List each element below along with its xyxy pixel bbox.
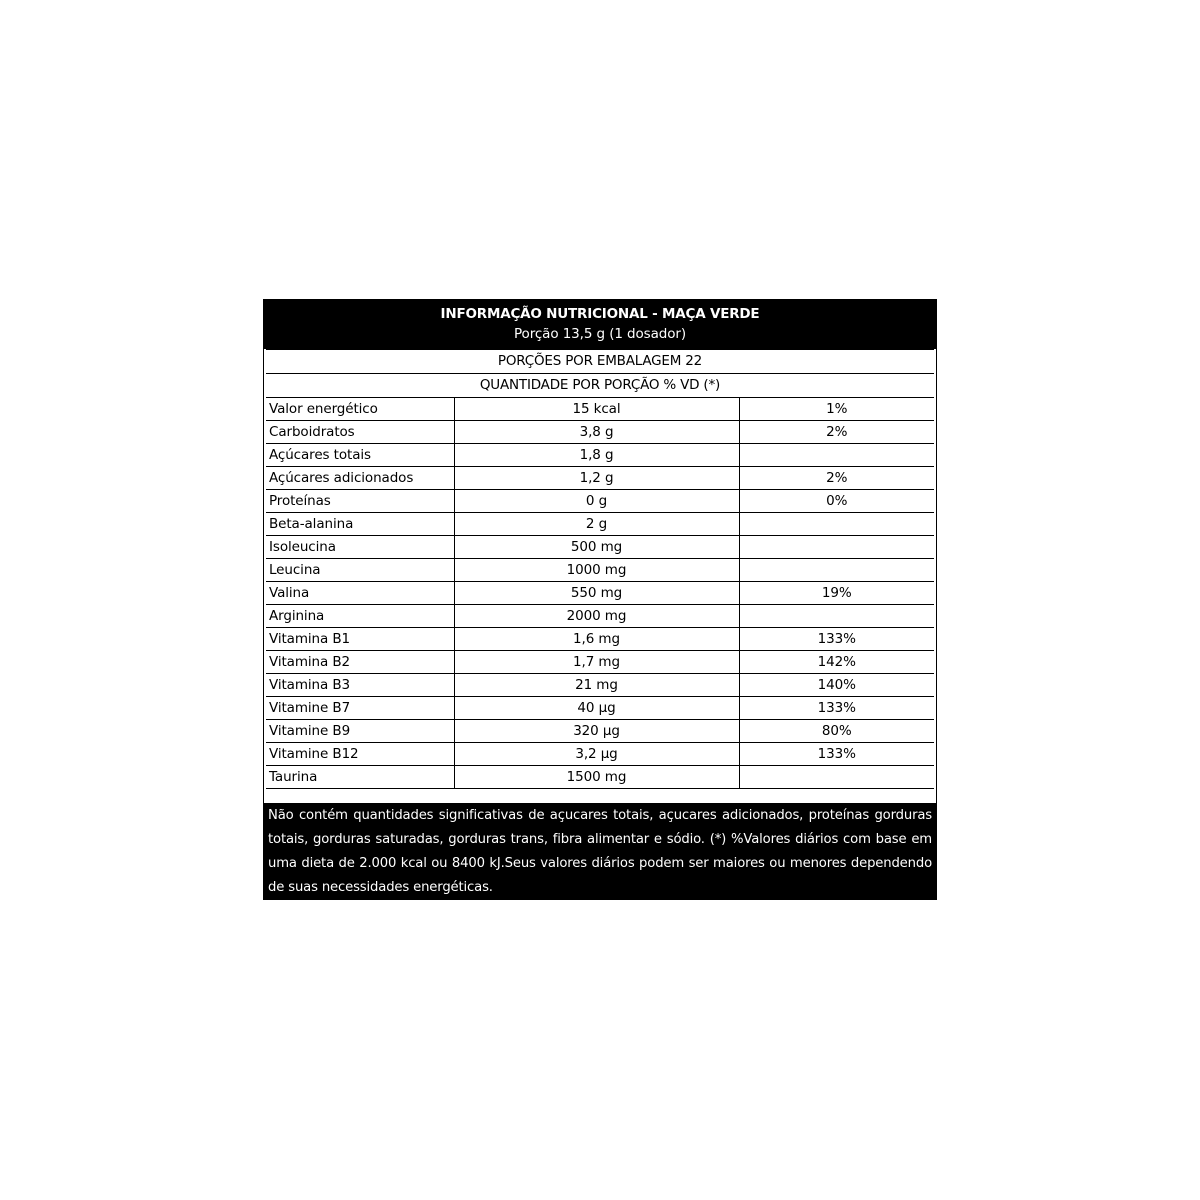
nutrient-daily-value: [739, 444, 934, 467]
nutrient-name: Açúcares adicionados: [266, 467, 454, 490]
nutrient-row: [266, 421, 934, 444]
nutrient-name: Arginina: [266, 605, 454, 628]
nutrient-name: Leucina: [266, 559, 454, 582]
footnote: Não contém quantidades significativas de açucares totais, açucares adicionados, proteínas gorduras totais, gorduras saturadas, gorduras trans, fibra alimentar e sódio. (*) %Valores diários com base em uma dieta de 2.000 kcal ou 8400 kJ.Seus valores diários podem ser maiores ou menores dependendo de suas necessidades energéticas.: [264, 803, 936, 899]
nutrient-daily-value: 140%: [739, 674, 934, 697]
nutrient-amount: 1,7 mg: [454, 651, 739, 674]
label-title: INFORMAÇÃO NUTRICIONAL - MAÇA VERDE: [440, 306, 760, 322]
nutrient-name: Taurina: [266, 766, 454, 789]
nutrient-daily-value: 19%: [739, 582, 934, 605]
nutrient-daily-value: [739, 559, 934, 582]
nutrient-name: Isoleucina: [266, 536, 454, 559]
nutrient-daily-value: 133%: [739, 743, 934, 766]
nutrient-daily-value: [739, 766, 934, 789]
nutrient-name: Vitamina B2: [266, 651, 454, 674]
nutrient-row: [266, 651, 934, 674]
nutrient-daily-value: 133%: [739, 697, 934, 720]
nutrient-amount: 320 µg: [454, 720, 739, 743]
nutrient-daily-value: 2%: [739, 421, 934, 444]
nutrient-amount: 3,2 µg: [454, 743, 739, 766]
nutrient-name: Beta-alanina: [266, 513, 454, 536]
nutrient-name: Vitamine B9: [266, 720, 454, 743]
nutrient-amount: 500 mg: [454, 536, 739, 559]
nutrient-name: Vitamina B3: [266, 674, 454, 697]
nutrient-row: [266, 743, 934, 766]
nutrient-amount: 1,8 g: [454, 444, 739, 467]
nutrient-amount: 1,2 g: [454, 467, 739, 490]
nutrient-name: Carboidratos: [266, 421, 454, 444]
nutrient-amount: 40 µg: [454, 697, 739, 720]
nutrient-amount: 2000 mg: [454, 605, 739, 628]
nutrient-row: [266, 582, 934, 605]
nutrient-amount: 21 mg: [454, 674, 739, 697]
nutrient-daily-value: 1%: [739, 398, 934, 421]
nutrition-facts-label: [263, 299, 937, 900]
nutrient-daily-value: 2%: [739, 467, 934, 490]
nutrient-daily-value: [739, 536, 934, 559]
nutrient-daily-value: 133%: [739, 628, 934, 651]
nutrient-daily-value: [739, 605, 934, 628]
servings-per-package: PORÇÕES POR EMBALAGEM 22: [266, 349, 934, 373]
nutrient-name: Açúcares totais: [266, 444, 454, 467]
nutrient-name: Vitamine B12: [266, 743, 454, 766]
nutrient-name: Valor energético: [266, 398, 454, 421]
nutrient-row: [266, 513, 934, 536]
nutrient-row: [266, 536, 934, 559]
nutrient-name: Vitamina B1: [266, 628, 454, 651]
nutrient-amount: 1,6 mg: [454, 628, 739, 651]
nutrient-daily-value: 142%: [739, 651, 934, 674]
nutrient-row: [266, 674, 934, 697]
nutrient-row: [266, 467, 934, 490]
nutrient-row: [266, 398, 934, 421]
nutrient-amount: 0 g: [454, 490, 739, 513]
nutrient-amount: 550 mg: [454, 582, 739, 605]
nutrient-name: Proteínas: [266, 490, 454, 513]
nutrient-row: [266, 628, 934, 651]
nutrient-amount: 3,8 g: [454, 421, 739, 444]
nutrient-row: [266, 444, 934, 467]
nutrient-daily-value: [739, 513, 934, 536]
label-header: [264, 300, 936, 349]
nutrient-name: Valina: [266, 582, 454, 605]
nutrient-amount: 1000 mg: [454, 559, 739, 582]
nutrient-table: [266, 397, 934, 789]
portion-size: Porção 13,5 g (1 dosador): [513, 326, 687, 342]
nutrient-amount: 2 g: [454, 513, 739, 536]
quantity-header: QUANTIDADE POR PORÇÃO % VD (*): [266, 373, 934, 397]
nutrient-table-body: [266, 398, 934, 789]
nutrient-row: [266, 766, 934, 789]
nutrient-daily-value: 80%: [739, 720, 934, 743]
nutrient-amount: 15 kcal: [454, 398, 739, 421]
nutrient-daily-value: 0%: [739, 490, 934, 513]
nutrient-row: [266, 490, 934, 513]
nutrient-row: [266, 559, 934, 582]
nutrient-row: [266, 720, 934, 743]
nutrient-row: [266, 697, 934, 720]
nutrient-row: [266, 605, 934, 628]
nutrient-amount: 1500 mg: [454, 766, 739, 789]
nutrient-name: Vitamine B7: [266, 697, 454, 720]
